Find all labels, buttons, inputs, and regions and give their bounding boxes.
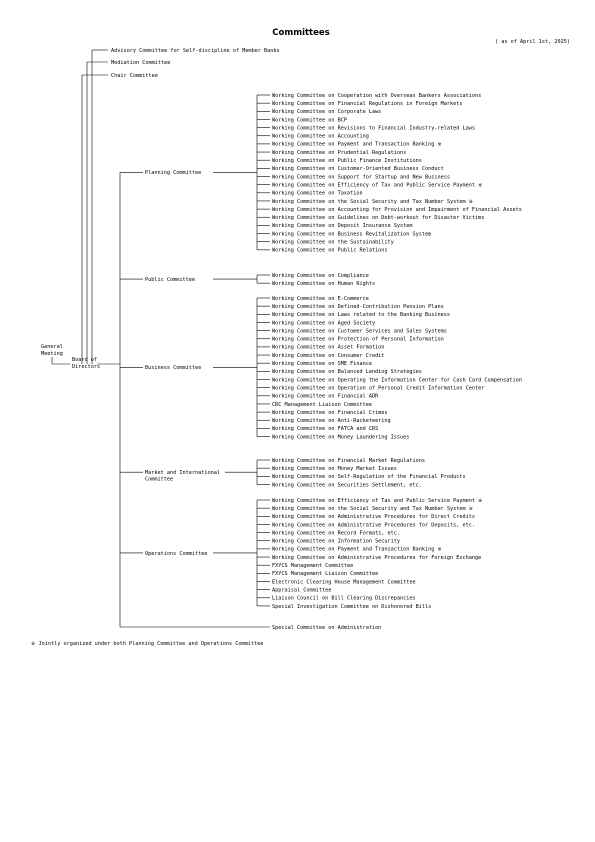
working-committee-item: Working Committee on Self-Regulation of the Financial Products [272, 474, 466, 481]
working-committee-item: Working Committee on Financial Regulations in Foreign Markets [272, 100, 463, 107]
working-committee-item: Working Committee on Consumer Credit [272, 352, 385, 359]
working-committee-item: Appraisal Committee [272, 587, 332, 594]
chart-labels [41, 48, 522, 631]
top-committee: Mediation Committee [111, 59, 171, 66]
working-committee-item: Working Committee on Efficiency of Tax and Public Service Payment ※ [272, 182, 483, 189]
working-committee-item: Working Committee on Money Market Issues [272, 465, 397, 472]
group-committee-label: Operations Committee [145, 550, 208, 557]
group-committee-label: Public Committee [145, 276, 195, 283]
working-committee-item: Working Committee on Anti-Racketeering [272, 418, 391, 425]
working-committee-item: Working Committee on Administrative Procedures for Deposits, etc. [272, 522, 476, 529]
group-committee-label: Business Committee [145, 365, 202, 372]
working-committee-item: Working Committee on Balanced Lending Strategies [272, 369, 422, 376]
top-committee: Advisory Committee for Self-discipline of Member Banks [111, 47, 280, 54]
working-committee-item: Working Committee on Human Rights [272, 280, 376, 287]
working-committee-item: Electronic Clearing House Management Committee [272, 579, 416, 586]
working-committee-item: Working Committee on Financial Crimes [272, 409, 388, 416]
working-committee-item: Working Committee on Public Relations [272, 247, 388, 254]
working-committee-item: FXYCS Management Committee [272, 563, 354, 569]
working-committee-item: Working Committee on FATCA and CRS [272, 426, 379, 433]
working-committee-item: Liaison Council on Bill Clearing Discrepancies [272, 595, 416, 602]
working-committee-item: Working Committee on Compliance [272, 272, 369, 279]
connector-lines [52, 50, 270, 627]
working-committee-item: Working Committee on Information Security [272, 538, 401, 545]
working-committee-item: Working Committee on the Sustainability [272, 239, 394, 246]
group-committee-label: Planning Committee [145, 170, 202, 177]
working-committee-item: Working Committee on Public Finance Institutions [272, 158, 422, 164]
working-committee-item: Working Committee on Administrative Procedures for Direct Credits [272, 514, 476, 521]
working-committee-item: Working Committee on Protection of Personal Information [272, 336, 444, 343]
working-committee-item: Working Committee on Asset Formation [272, 344, 385, 351]
working-committee-item: Working Committee on BCP [272, 117, 347, 124]
working-committee-item: Working Committee on Operating the Information Center for Cash Card Compensation [272, 377, 522, 384]
group-committee-label: Committee [145, 476, 174, 483]
working-committee-item: Working Committee on Revisions to Financial Industry-related Laws [272, 125, 476, 132]
group-committee-label: Market and International [145, 470, 220, 477]
working-committee-item: Working Committee on Taxation [272, 190, 363, 197]
working-committee-item: Working Committee on Money Laundering Issues [272, 434, 410, 441]
working-committee-item: CRC Management Liaison Committee [272, 401, 372, 408]
working-committee-item: Working Committee on Payment and Transaction Banking ※ [272, 141, 442, 148]
working-committee-item: Working Committee on Prudential Regulations [272, 149, 407, 156]
working-committee-item: Working Committee on Customer-Oriented Business Conduct [272, 166, 444, 173]
working-committee-item: Working Committee on Securities Settlement, etc. [272, 482, 422, 489]
page-title: Committees [272, 28, 330, 38]
general-meeting-label: Meeting [41, 351, 63, 357]
working-committee-item: Working Committee on Payment and Transaction Banking ※ [272, 546, 442, 553]
working-committee-item: Working Committee on SME Finance [272, 361, 372, 367]
working-committee-item: Working Committee on Corporate Laws [272, 109, 382, 116]
working-committee-item: Working Committee on Laws related to the Banking Business [272, 312, 451, 319]
working-committee-item: Working Committee on Accounting for Provision and Impairment of Financial Assets [272, 206, 522, 213]
working-committee-item: Working Committee on Administrative Procedures for Foreign Exchange [272, 554, 482, 561]
working-committee-item: FXYCS Management Liaison Committee [272, 571, 379, 578]
working-committee-item: Working Committee on Aged Society [272, 320, 376, 327]
working-committee-item: Working Committee on Deposit Insurance System [272, 223, 413, 230]
working-committee-item: Working Committee on Operation of Personal Credit Information Center [272, 385, 485, 392]
top-committee: Chair Committee [111, 72, 158, 79]
footnote: ※ Jointly organized under both Planning Committee and Operations Committee [31, 641, 264, 647]
working-committee-item: Working Committee on Support for Startup and New Business [272, 174, 451, 181]
working-committee-item: Working Committee on Customer Services and Sales Systems [272, 328, 447, 335]
board-of-directors-label: Board of [72, 357, 97, 363]
working-committee-item: Working Committee on Defined-Contribution Pension Plans [272, 303, 444, 310]
working-committee-item: Working Committee on the Social Security and Tax Number System ※ [272, 198, 474, 205]
working-committee-item: Working Committee on Business Revitalization System [272, 231, 432, 238]
working-committee-item: Working Committee on Guidelines on Debt-workout for Disaster Victims [272, 215, 485, 222]
working-committee-item: Working Committee on Financial ADR [272, 393, 379, 400]
general-meeting-label: General [41, 344, 63, 350]
working-committee-item: Working Committee on Record Formats, etc. [272, 530, 401, 537]
as-of-date: ( as of April 1st, 2025) [495, 39, 570, 45]
working-committee-item: Working Committee on Cooperation with Overseas Bankers Associations [272, 92, 482, 99]
board-of-directors-label: Directors [72, 364, 101, 370]
working-committee-item: Working Committee on Financial Market Regulations [272, 457, 426, 464]
working-committee-item: Special Investigation Committee on Dishonored Bills [272, 603, 432, 610]
special-committee: Special Committee on Administration [272, 624, 382, 631]
working-committee-item: Working Committee on Accounting [272, 133, 369, 140]
working-committee-item: Working Committee on the Social Security and Tax Number System ※ [272, 505, 474, 512]
working-committee-item: Working Committee on Efficiency of Tax and Public Service Payment ※ [272, 497, 483, 504]
working-committee-item: Working Committee on E-Commerce [272, 295, 369, 302]
